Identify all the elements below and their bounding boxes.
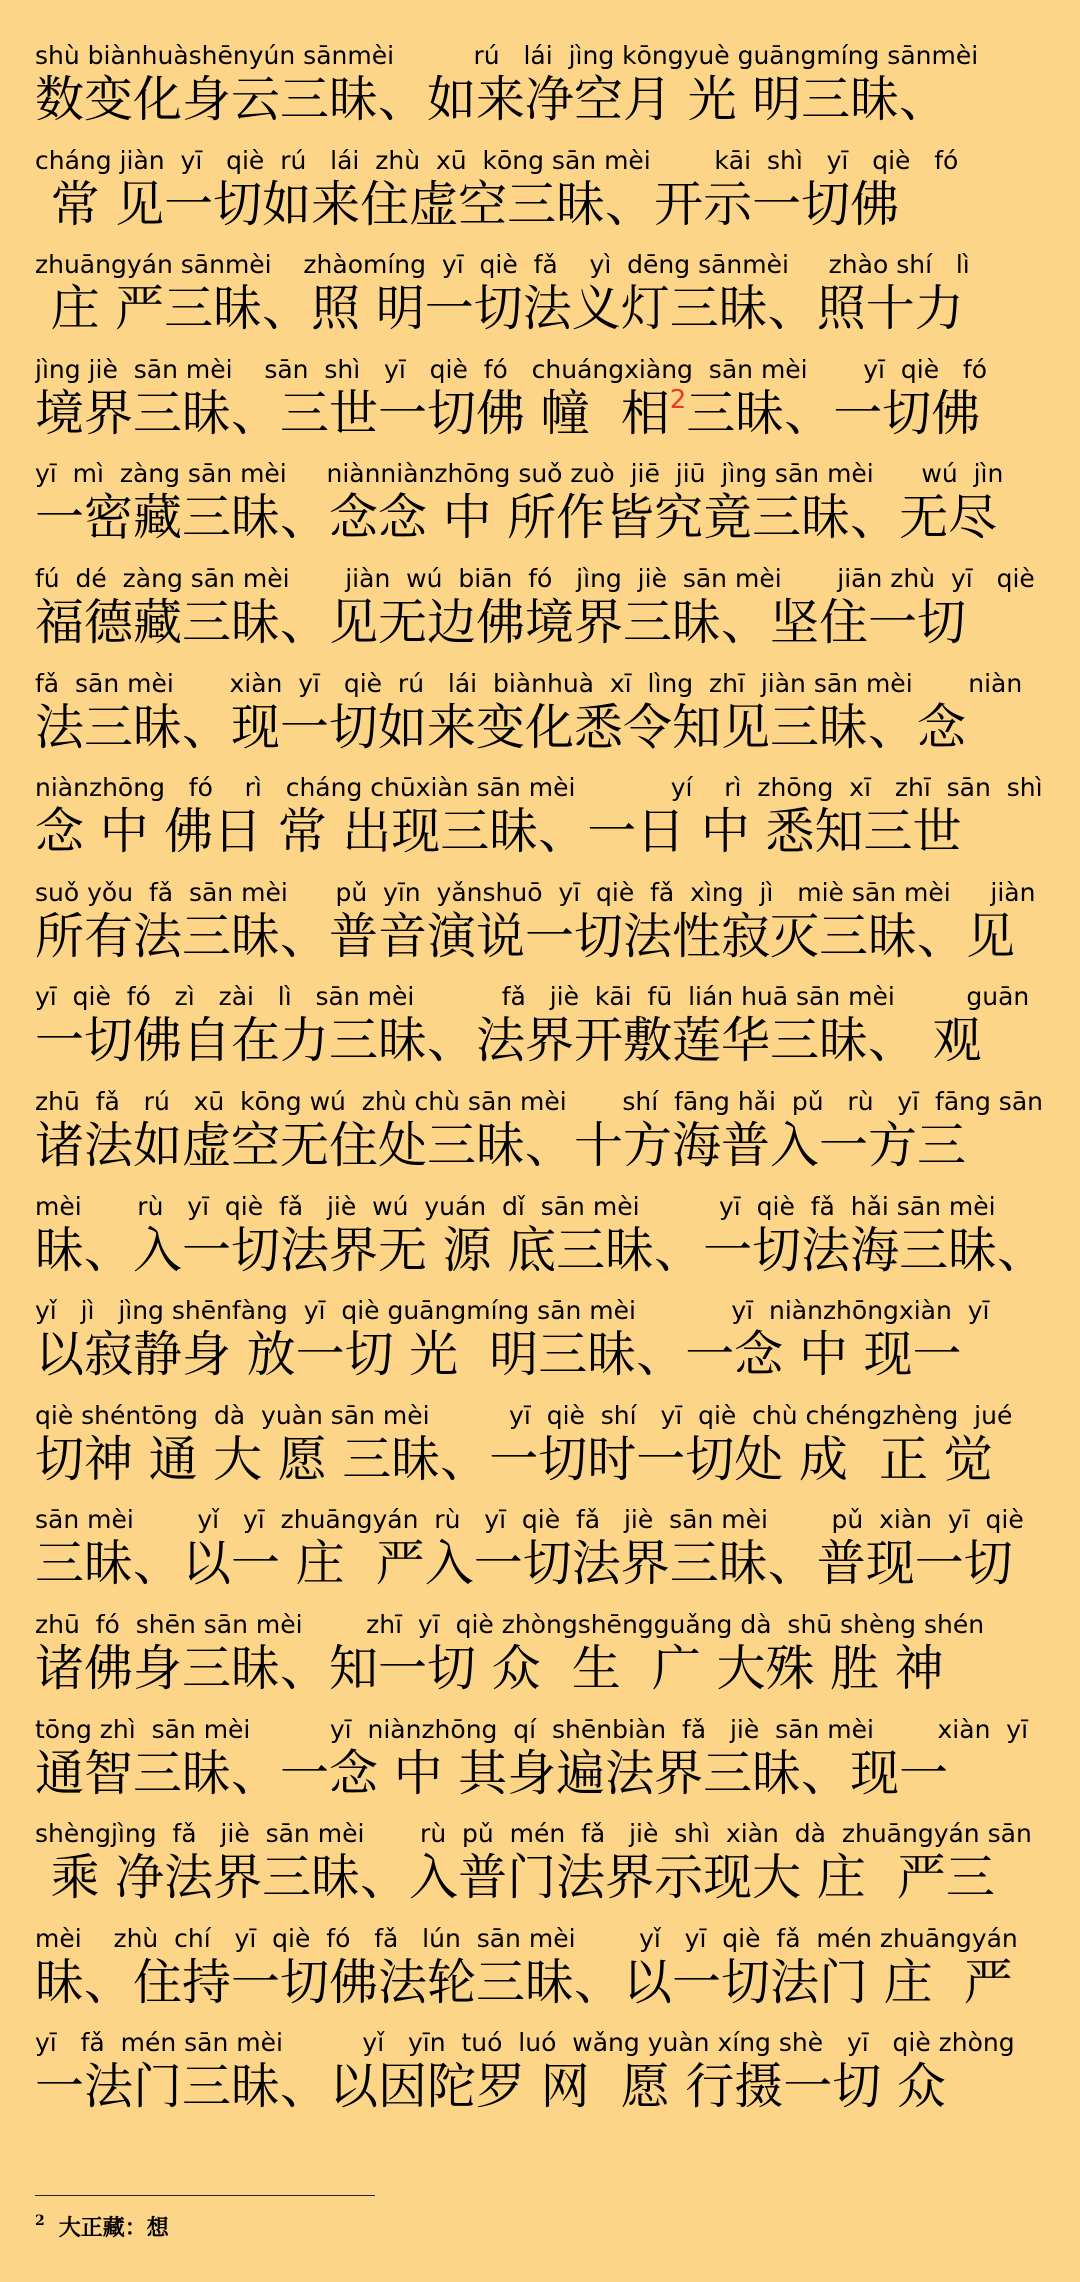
chinese-text: 庄 严三昧、照 明一切法义灯三昧、照十力: [35, 280, 964, 338]
chinese-text: 法三昧、现一切如来变化悉令知见三昧、念: [35, 698, 967, 756]
chinese-text: 福德藏三昧、见无边佛境界三昧、坚住一切: [35, 593, 967, 651]
pinyin-annotation: shù biànhuàshēnyún sānmèi rú lái jìng kōngyuè guāngmíng sānmèi: [35, 41, 979, 70]
sutra-line: [0, 143, 1080, 248]
sutra-line: [0, 1084, 1080, 1189]
sutra-line: [0, 456, 1080, 561]
chinese-text-segment: 三昧、一切佛: [686, 384, 981, 442]
pinyin-annotation: suǒ yǒu fǎ sān mèi pǔ yīn yǎnshuō yī qiè fǎ xìng jì miè sān mèi jiàn: [35, 877, 1036, 907]
sutra-text: [0, 38, 1080, 2130]
pinyin-annotation: fǎ sān mèi xiàn yī qiè rú lái biànhuà xī lìng zhī jiàn sān mèi niàn: [35, 668, 1023, 698]
chinese-text: 三昧、以一 庄 严入一切法界三昧、普现一切: [35, 1535, 1013, 1593]
chinese-text: 以寂静身 放一切 光 明三昧、一念 中 现一: [35, 1326, 962, 1384]
sutra-line: [0, 1921, 1080, 2026]
sutra-line: [0, 770, 1080, 875]
chinese-text: 诸法如虚空无住处三昧、十方海普入一方三: [35, 1116, 967, 1174]
sutra-line: [0, 2025, 1080, 2130]
chinese-text: 切神 通 大 愿 三昧、一切时一切处 成 正 觉: [35, 1430, 993, 1488]
chinese-text: 诸佛身三昧、知一切 众 生 广 大殊 胜 神: [35, 1639, 944, 1697]
pinyin-annotation: cháng jiàn yī qiè rú lái zhù xū kōng sān mèi kāi shì yī qiè fó: [35, 145, 959, 175]
chinese-text: [35, 384, 1050, 444]
chinese-text: 常 见一切如来住虚空三昧、开示一切佛: [35, 175, 900, 233]
sutra-line: [0, 38, 1080, 143]
footnote: [35, 2214, 169, 2242]
sutra-line: [0, 979, 1080, 1084]
pinyin-annotation: yī fǎ mén sān mèi yǐ yīn tuó luó wǎng yuàn xíng shè yī qiè zhòng: [35, 2028, 1015, 2058]
pinyin-annotation: zhū fǎ rú xū kōng wú zhù chù sān mèi shí fāng hǎi pǔ rù yī fāng sān: [35, 1086, 1043, 1116]
pinyin-annotation: fú dé zàng sān mèi jiàn wú biān fó jìng jiè sān mèi jiān zhù yī qiè: [35, 563, 1035, 593]
chinese-text: 通智三昧、一念 中 其身遍法界三昧、现一: [35, 1744, 949, 1802]
pinyin-annotation: shèngjìng fǎ jiè sān mèi rù pǔ mén fǎ jiè shì xiàn dà zhuāngyán sān: [35, 1819, 1032, 1849]
pinyin-annotation: niànzhōng fó rì cháng chūxiàn sān mèi yí rì zhōng xī zhī sān shì: [35, 773, 1043, 803]
sutra-line: [0, 1712, 1080, 1817]
pinyin-annotation: yī qiè fó zì zài lì sān mèi fǎ jiè kāi fū lián huā sān mèi guān: [35, 982, 1030, 1012]
chinese-text: 一切佛自在力三昧、法界开敷莲华三昧、 观: [35, 1012, 982, 1070]
sutra-line: [0, 1189, 1080, 1294]
footnote-reference[interactable]: 2: [669, 384, 687, 415]
footnote-divider: [35, 2195, 375, 2196]
sutra-line: [0, 1502, 1080, 1607]
sutra-line: [0, 247, 1080, 352]
pinyin-annotation: zhū fó shēn sān mèi zhī yī qiè zhòngshēngguǎng dà shū shèng shén: [35, 1609, 985, 1639]
pinyin-annotation: qiè shéntōng dà yuàn sān mèi yī qiè shí yī qiè chù chéngzhèng jué: [35, 1400, 1013, 1430]
chinese-text: 一密藏三昧、念念 中 所作皆究竟三昧、无尽: [35, 489, 998, 547]
chinese-text: 乘 净法界三昧、入普门法界示现大 庄 严三: [35, 1849, 995, 1907]
pinyin-annotation: mèi zhù chí yī qiè fó fǎ lún sān mèi yǐ yī qiè fǎ mén zhuāngyán: [35, 1923, 1018, 1953]
chinese-text: 昧、入一切法界无 源 底三昧、一切法海三昧、: [35, 1221, 1047, 1279]
chinese-text: 数变化身云三昧、如来净空月 光 明三昧、: [35, 71, 949, 128]
pinyin-annotation: yī mì zàng sān mèi niànniànzhōng suǒ zuò jiē jiū jìng sān mèi wú jìn: [35, 459, 1004, 489]
sutra-line: [0, 1293, 1080, 1398]
sutra-line: [0, 561, 1080, 666]
sutra-line: [0, 875, 1080, 980]
chinese-text: 所有法三昧、普音演说一切法性寂灭三昧、见: [35, 907, 1016, 965]
sutra-line: [0, 1398, 1080, 1503]
pinyin-annotation: jìng jiè sān mèi sān shì yī qiè fó chuángxiàng sān mèi yī qiè fó: [35, 354, 988, 384]
pinyin-annotation: zhuāngyán sānmèi zhàomíng yī qiè fǎ yì dēng sānmèi zhào shí lì: [35, 250, 970, 280]
sutra-line: [0, 352, 1080, 457]
footnote-number: 2: [35, 2213, 45, 2229]
sutra-line: [0, 1816, 1080, 1921]
chinese-text: 念 中 佛日 常 出现三昧、一日 中 悉知三世: [35, 803, 962, 861]
sutra-line: [0, 1607, 1080, 1712]
chinese-text: 一法门三昧、以因陀罗 网 愿 行摄一切 众: [35, 2058, 946, 2116]
chinese-text: 昧、住持一切佛法轮三昧、以一切法门 庄 严: [35, 1953, 1013, 2011]
sutra-line: [0, 666, 1080, 771]
chinese-text-segment: 境界三昧、三世一切佛 幢 相: [35, 384, 670, 442]
footnote-text: 大正藏：想: [58, 2215, 169, 2241]
pinyin-annotation: sān mèi yǐ yī zhuāngyán rù yī qiè fǎ jiè sān mèi pǔ xiàn yī qiè: [35, 1505, 1024, 1535]
pinyin-annotation: mèi rù yī qiè fǎ jiè wú yuán dǐ sān mèi yī qiè fǎ hǎi sān mèi: [35, 1191, 996, 1221]
pinyin-annotation: tōng zhì sān mèi yī niànzhōng qí shēnbiàn fǎ jiè sān mèi xiàn yī: [35, 1714, 1029, 1744]
pinyin-annotation: yǐ jì jìng shēnfàng yī qiè guāngmíng sān mèi yī niànzhōngxiàn yī: [35, 1296, 990, 1326]
